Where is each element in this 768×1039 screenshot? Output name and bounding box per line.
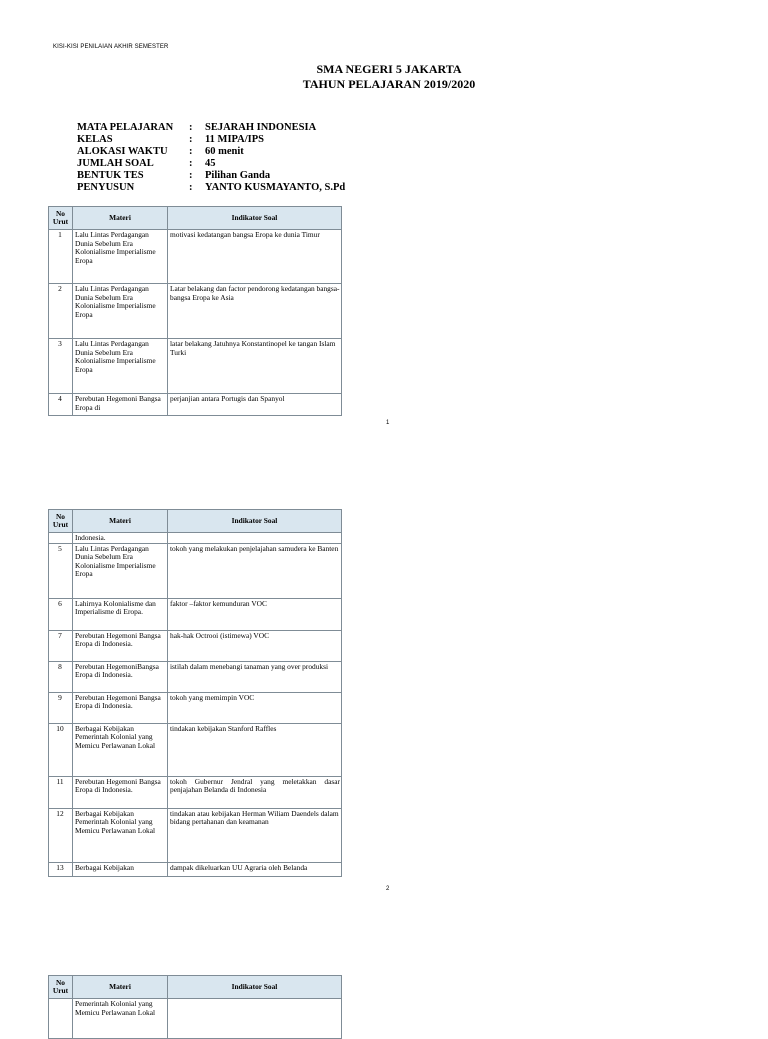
meta-label: BENTUK TES [77, 170, 144, 181]
row-indikator: motivasi kedatangan bangsa Eropa ke dunia Timur [168, 230, 342, 284]
kisi-table-page-2 [48, 509, 342, 877]
row-no: 13 [49, 862, 73, 876]
row-indikator: dampak dikeluarkan UU Agraria oleh Belanda [168, 862, 342, 876]
meta-label: KELAS [77, 134, 113, 145]
header-note: KISI-KISI PENILAIAN AKHIR SEMESTER [53, 44, 169, 50]
row-no: 7 [49, 630, 73, 661]
table-row [49, 808, 342, 862]
row-indikator [168, 999, 342, 1039]
table-header-row [49, 207, 342, 230]
row-no: 8 [49, 661, 73, 692]
year-title: TAHUN PELAJARAN 2019/2020 [302, 77, 476, 91]
meta-row [77, 158, 345, 170]
row-no [49, 533, 73, 544]
header-materi: Materi [73, 976, 168, 999]
page-number: 1 [386, 420, 390, 426]
table-row [49, 999, 342, 1039]
table-row [49, 339, 342, 394]
kisi-table-page-3 [48, 975, 342, 1039]
row-materi: Perebutan Hegemoni Bangsa Eropa di Indonesia. [73, 692, 168, 723]
row-no: 9 [49, 692, 73, 723]
page-number: 2 [386, 886, 390, 892]
table-row [49, 862, 342, 876]
row-materi: Berbagai Kebijakan [73, 862, 168, 876]
header-indikator: Indikator Soal [168, 207, 342, 230]
kisi-table-page-1 [48, 206, 342, 416]
school-title: SMA NEGERI 5 JAKARTA [316, 62, 462, 76]
header-no: No Urut [49, 207, 73, 230]
table-row [49, 230, 342, 284]
meta-value: 45 [205, 158, 216, 169]
row-indikator: tokoh Gubernur Jendral yang meletakkan dasar penjajahan Belanda di Indonesia [168, 776, 342, 808]
row-no [49, 999, 73, 1039]
row-materi: Lalu Lintas Perdagangan Dunia Sebelum Era Kolonialisme Imperialisme Eropa [73, 284, 168, 339]
table-row [49, 284, 342, 339]
row-materi: Lahirnya Kolonialisme dan Imperialisme di Eropa. [73, 598, 168, 630]
table-row [49, 692, 342, 723]
meta-value: 60 menit [205, 146, 244, 157]
table-header-row [49, 510, 342, 533]
row-no: 1 [49, 230, 73, 284]
row-materi: Perebutan Hegemoni Bangsa Eropa di Indonesia. [73, 776, 168, 808]
row-materi: Indonesia. [73, 533, 168, 544]
row-no: 4 [49, 394, 73, 416]
row-no: 11 [49, 776, 73, 808]
row-indikator: tokoh yang memimpin VOC [168, 692, 342, 723]
table-row [49, 394, 342, 416]
table-row [49, 723, 342, 776]
table-row [49, 630, 342, 661]
row-materi: Berbagai Kebijakan Pemerintah Kolonial yang Memicu Perlawanan Lokal [73, 808, 168, 862]
meta-label: MATA PELAJARAN [77, 122, 174, 133]
row-no: 2 [49, 284, 73, 339]
row-materi: Lalu Lintas Perdagangan Dunia Sebelum Era Kolonialisme Imperialisme Eropa [73, 230, 168, 284]
header-indikator: Indikator Soal [168, 510, 342, 533]
header-no: No Urut [49, 510, 73, 533]
row-materi: Lalu Lintas Perdagangan Dunia Sebelum Era Kolonialisme Imperialisme Eropa [73, 339, 168, 394]
row-no: 12 [49, 808, 73, 862]
table-header-row [49, 976, 342, 999]
row-no: 5 [49, 543, 73, 598]
row-no: 6 [49, 598, 73, 630]
meta-label: PENYUSUN [77, 182, 135, 193]
meta-row [77, 122, 345, 134]
table-row [49, 543, 342, 598]
row-indikator: perjanjian antara Portugis dan Spanyol [168, 394, 342, 416]
row-materi: Perebutan Hegemoni Bangsa Eropa di Indonesia. [73, 630, 168, 661]
row-no: 10 [49, 723, 73, 776]
row-indikator: istilah dalam menebangi tanaman yang over produksi [168, 661, 342, 692]
header-materi: Materi [73, 207, 168, 230]
row-materi: Pemerintah Kolonial yang Memicu Perlawanan Lokal [73, 999, 168, 1039]
header-materi: Materi [73, 510, 168, 533]
row-indikator: tokoh yang melakukan penjelajahan samudera ke Banten [168, 543, 342, 598]
meta-row [77, 134, 345, 146]
header-no: No Urut [49, 976, 73, 999]
meta-row [77, 170, 345, 182]
row-indikator: tindakan atau kebijakan Herman Wiliam Daendels dalam bidang pertahanan dan keamanan [168, 808, 342, 862]
meta-block [77, 122, 345, 194]
meta-colon: : [189, 158, 193, 169]
table-row [49, 661, 342, 692]
row-no: 3 [49, 339, 73, 394]
meta-value: SEJARAH INDONESIA [205, 122, 317, 133]
table-row [49, 533, 342, 544]
row-materi: Berbagai Kebijakan Pemerintah Kolonial yang Memicu Perlawanan Lokal [73, 723, 168, 776]
meta-value: YANTO KUSMAYANTO, S.Pd [205, 182, 346, 193]
row-indikator [168, 533, 342, 544]
row-indikator: hak-hak Octrooi (istimewa) VOC [168, 630, 342, 661]
table-row [49, 776, 342, 808]
row-indikator: faktor –faktor kemunduran VOC [168, 598, 342, 630]
row-indikator: Latar belakang dan factor pendorong kedatangan bangsa-bangsa Eropa ke Asia [168, 284, 342, 339]
meta-row [77, 146, 345, 158]
row-indikator: latar belakang Jatuhnya Konstantinopel ke tangan Islam Turki [168, 339, 342, 394]
meta-row [77, 182, 345, 194]
meta-value: Pilihan Ganda [205, 170, 271, 181]
row-materi: Perebutan Hegemoni Bangsa Eropa di [73, 394, 168, 416]
table-row [49, 598, 342, 630]
meta-label: ALOKASI WAKTU [77, 146, 168, 157]
meta-colon: : [189, 182, 193, 193]
row-indikator: tindakan kebijakan Stanford Raffles [168, 723, 342, 776]
meta-colon: : [189, 146, 193, 157]
meta-colon: : [189, 134, 193, 145]
meta-colon: : [189, 170, 193, 181]
meta-label: JUMLAH SOAL [77, 158, 154, 169]
meta-colon: : [189, 122, 193, 133]
row-materi: Perebutan HegemoniBangsa Eropa di Indonesia. [73, 661, 168, 692]
row-materi: Lalu Lintas Perdagangan Dunia Sebelum Era Kolonialisme Imperialisme Eropa [73, 543, 168, 598]
meta-value: 11 MIPA/IPS [205, 134, 265, 145]
header-indikator: Indikator Soal [168, 976, 342, 999]
